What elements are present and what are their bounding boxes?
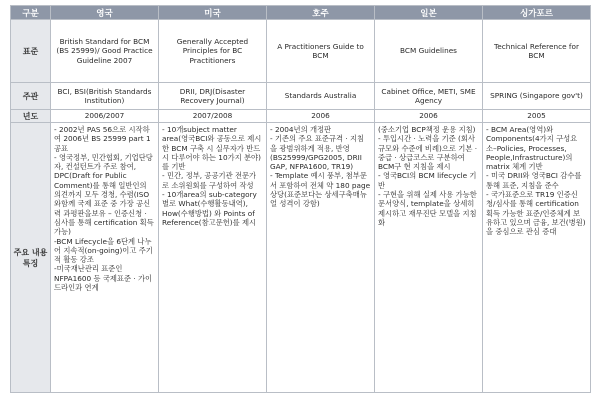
- year-row: [11, 110, 591, 123]
- header-category: 구분: [11, 6, 51, 20]
- standard-us: Generally Accepted Principles for BC Practitioners: [159, 20, 267, 83]
- organizer-japan: Cabinet Office, METI, SME Agency: [375, 83, 483, 110]
- feature-line: - 국가표준으로 TR19 인증신청/심사를 통해 certification 획득 가능한 표준/인증체계 보유하고 있으며 금융, 보건(병원)을 중심으로 관심 증대: [486, 190, 586, 237]
- features-australia: [267, 123, 375, 393]
- standard-row: [11, 20, 591, 83]
- feature-line: -미국재난관리 표준인 NFPA1600 등 국제표준 · 가이드라인과 연계: [54, 264, 153, 293]
- bcm-standards-comparison-table: [10, 5, 591, 393]
- organizer-row: [11, 83, 591, 110]
- organizer-singapore: SPRING (Singapore gov't): [483, 83, 591, 110]
- feature-line: - Template 예시 풍부, 첨부문서 포함하여 전체 약 180 page 상당(표준보다는 상세구축매뉴얼 성격이 강함): [270, 171, 371, 209]
- header-us: 미국: [159, 6, 267, 20]
- feature-line: - 구현을 위해 실제 사용 가능한 문서양식, template을 상세히 제시하고 재무진단 모델을 지침화: [378, 190, 477, 227]
- year-australia: 2006: [267, 110, 375, 123]
- header-japan: 일본: [375, 6, 483, 20]
- feature-line: -BCM Lifecycle을 6단계 나누어 지속적(on-going)이고 주기적 활동 강조: [54, 236, 153, 265]
- organizer-us: DRII, DRJ(Disaster Recovery Journal): [159, 83, 267, 110]
- feature-line: - BCM Area(영역)와 Components(4가지 구성요소–Policies, Processes, People,Infrastructure)의 matrix 체계 기반: [486, 125, 578, 172]
- year-us: 2007/2008: [159, 110, 267, 123]
- header-row: [11, 6, 591, 20]
- feature-line: - 민간, 정부, 공공기관 전문가로 소위원회를 구성하여 작성: [162, 171, 257, 190]
- row-label-features: 주요 내용 특징: [11, 123, 51, 393]
- feature-line: (중소기업 BCP책정 운용 지침): [378, 125, 476, 134]
- header-singapore: 싱가포르: [483, 6, 591, 20]
- feature-line: - 2002년 PAS 56으로 시작하여 2006년 BS 25999 part 1 공표: [54, 125, 151, 153]
- comparison-table-container: [10, 5, 590, 395]
- row-label-year: 년도: [11, 110, 51, 123]
- row-label-standard: 표준: [11, 20, 51, 83]
- feature-line: - 기존의 주요 표준규격 · 지침을 광범위하게 적용, 반영 (BS25999/GPG2005, DRII GAP, NFPA1600, TR19): [270, 134, 365, 172]
- organizer-australia: Standards Australia: [267, 83, 375, 110]
- feature-line: - 영국정부, 민간협회, 기업단당자, 컨설턴트가 주로 참여, DPC(Draft for Public Comment)를 통해 일반인의 의견까지 모두 경청, 수렴(ISO와함께 국제 표준 중 가장 공신력 과평판을보유 – 인증신청 · 심사를 통해 certification 획득가능): [54, 152, 154, 237]
- row-label-organizer: 주관: [11, 83, 51, 110]
- feature-line: - 투입시간 · 노력을 기준 (회사규모와 수준에 비례)으로 기본 · 중급 · 상급코스로 구분하여 BCM구 현 지침을 제시: [378, 134, 478, 172]
- feature-line: - 10개subject matter area(영국BCI와 공동으로 제시한 BCM 구축 시 실무자가 반드시 다루어야 하는 10가지 분야)를 기반: [162, 125, 262, 172]
- features-us: [159, 123, 267, 393]
- standard-singapore: Technical Reference for BCM: [483, 20, 591, 83]
- organizer-uk: BCI, BSI(British Standards Institution): [51, 83, 159, 110]
- features-japan: [375, 123, 483, 393]
- feature-line: - 미국 DRII와 영국BCI 감수를 통해 표준, 지침을 준수: [486, 171, 582, 190]
- year-uk: 2006/2007: [51, 110, 159, 123]
- year-japan: 2006: [375, 110, 483, 123]
- header-australia: 호주: [267, 6, 375, 20]
- standard-japan: BCM Guidelines: [375, 20, 483, 83]
- year-singapore: 2005: [483, 110, 591, 123]
- features-uk: [51, 123, 159, 393]
- feature-line: - 2004년의 개정판: [270, 125, 332, 134]
- feature-line: - 영국BCI의 BCM lifecycle 기반: [378, 171, 477, 190]
- features-row: [11, 123, 591, 393]
- standard-uk: British Standard for BCM (BS 25999)/ Good Practice Guideline 2007: [51, 20, 159, 83]
- header-uk: 영국: [51, 6, 159, 20]
- feature-line: - 10개area의 sub-category 별로 What(수행활동내역), How(수행방법) 와 Points of Reference(참고문헌)를 제시: [162, 190, 257, 227]
- standard-australia: A Practitioners Guide to BCM: [267, 20, 375, 83]
- features-singapore: [483, 123, 591, 393]
